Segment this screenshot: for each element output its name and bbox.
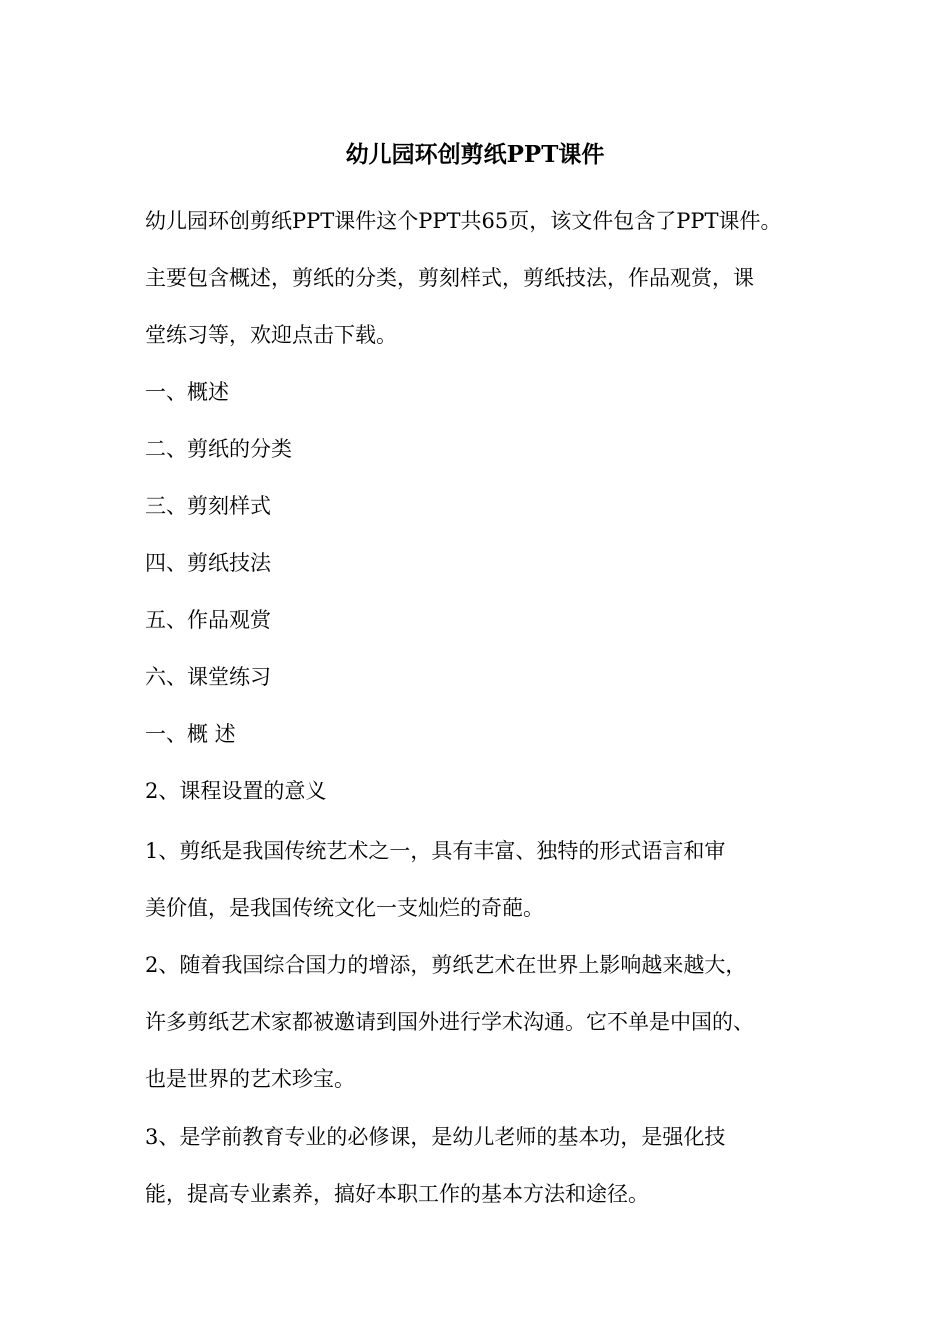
paragraph-2-line-1: 2、随着我国综合国力的增添，剪纸艺术在世界上影响越来越大， — [145, 953, 747, 977]
intro-line-3: 堂练习等，欢迎点击下载。 — [145, 323, 397, 347]
subsection-heading: 2、课程设置的意义 — [145, 779, 327, 803]
document-title: 幼儿园环创剪纸PPT课件 — [345, 141, 605, 168]
paragraph-1-line-1: 1、剪纸是我国传统艺术之一，具有丰富、独特的形式语言和审 — [145, 839, 726, 863]
paragraph-3-line-1: 3、是学前教育专业的必修课，是幼儿老师的基本功，是强化技 — [145, 1125, 726, 1149]
intro-line-1: 幼儿园环创剪纸PPT课件这个PPT共65页，该文件包含了PPT课件。 — [145, 209, 782, 233]
paragraph-1-line-2: 美价值，是我国传统文化一支灿烂的奇葩。 — [145, 896, 544, 920]
paragraph-3-line-2: 能，提高专业素养，搞好本职工作的基本方法和途径。 — [145, 1182, 649, 1206]
outline-item-2: 二、剪纸的分类 — [145, 437, 292, 461]
outline-item-6: 六、课堂练习 — [145, 665, 271, 689]
outline-item-4: 四、剪纸技法 — [145, 551, 271, 575]
section-heading: 一、概 述 — [145, 722, 236, 746]
outline-item-5: 五、作品观赏 — [145, 608, 271, 632]
paragraph-2-line-3: 也是世界的艺术珍宝。 — [145, 1067, 355, 1091]
outline-item-1: 一、概述 — [145, 380, 229, 404]
intro-line-2: 主要包含概述，剪纸的分类，剪刻样式，剪纸技法，作品观赏，课 — [145, 266, 754, 290]
paragraph-2-line-2: 许多剪纸艺术家都被邀请到国外进行学术沟通。它不单是中国的、 — [145, 1010, 754, 1034]
outline-item-3: 三、剪刻样式 — [145, 494, 271, 518]
